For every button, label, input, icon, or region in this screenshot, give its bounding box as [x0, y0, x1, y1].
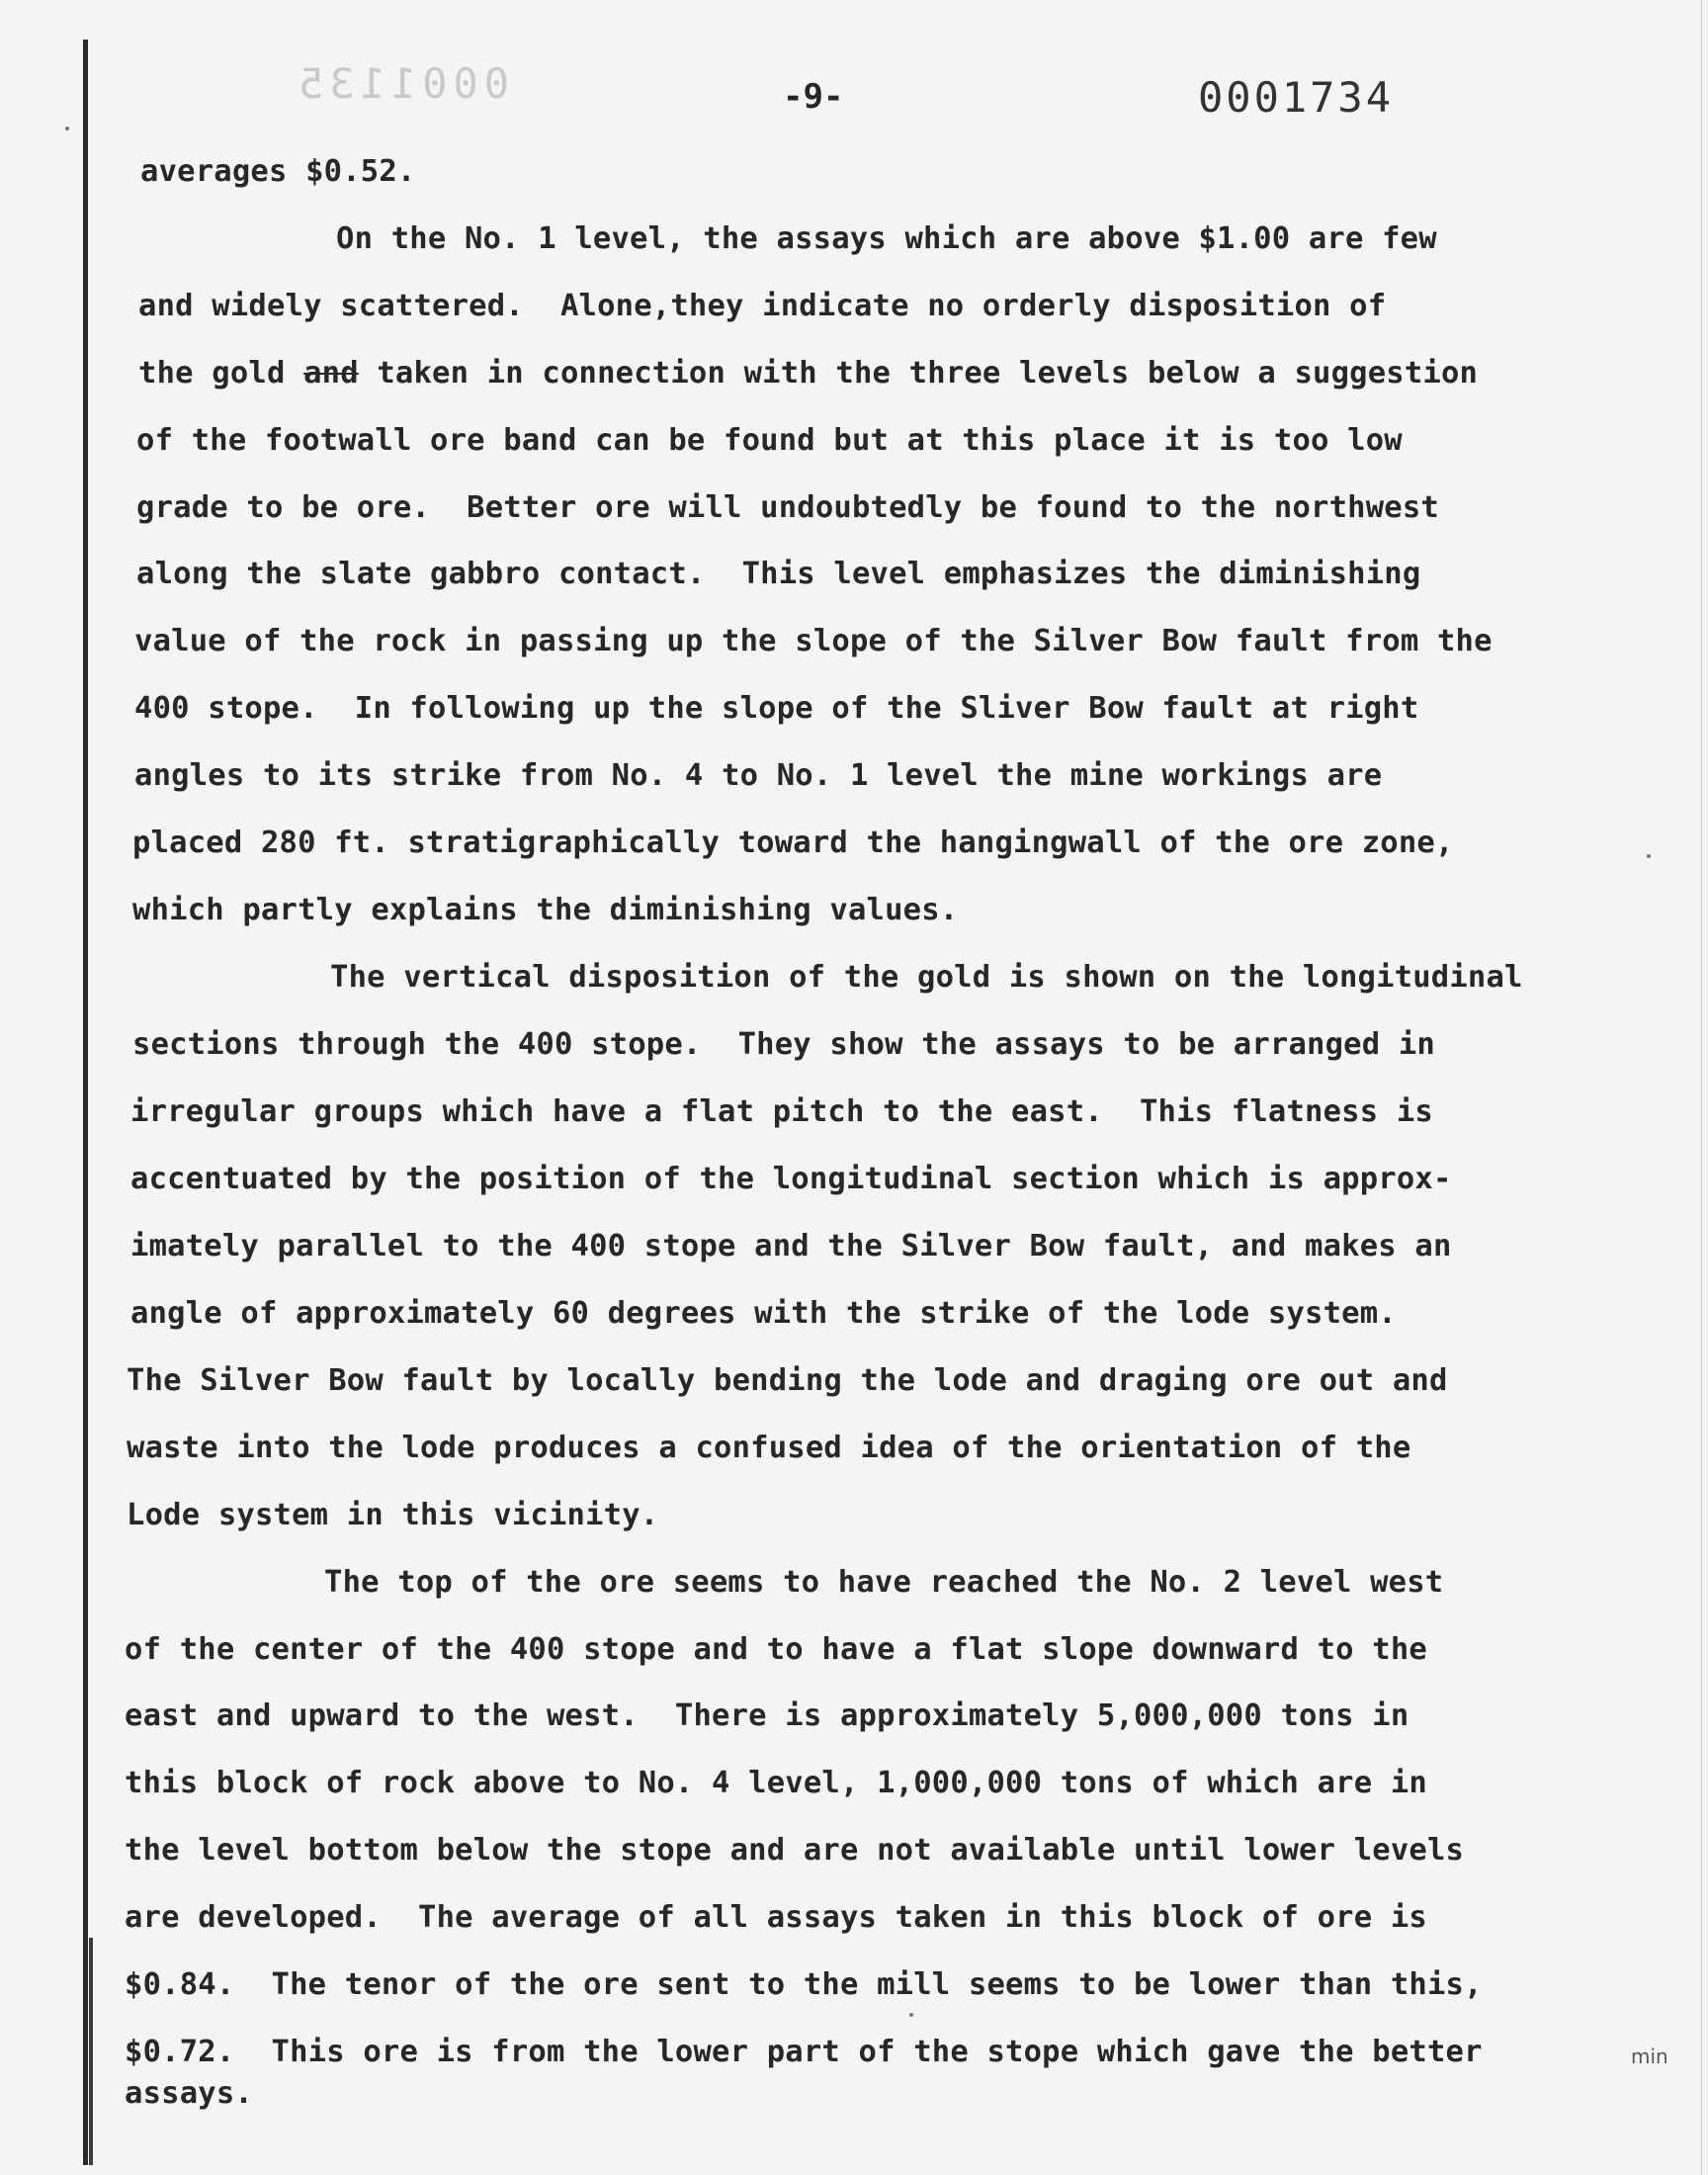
- body-line: along the slate gabbro contact. This level emphasizes the diminishing: [136, 557, 1421, 591]
- body-line: are developed. The average of all assays taken in this block of ore is: [125, 1900, 1427, 1935]
- body-line: The vertical disposition of the gold is shown on the longitudinal: [330, 960, 1523, 995]
- body-line: placed 280 ft. stratigraphically toward the hangingwall of the ore zone,: [132, 826, 1454, 860]
- body-line: The Silver Bow fault by locally bending the lode and draging ore out and: [127, 1363, 1448, 1398]
- page-edge: [1701, 0, 1702, 2175]
- body-line: imately parallel to the 400 stope and the Silver Bow fault, and makes an: [130, 1229, 1452, 1263]
- body-line: averages $0.52.: [140, 154, 416, 189]
- body-text: taken in connection with the three levels below a suggestion: [358, 356, 1479, 391]
- margin-note: min: [1631, 2044, 1668, 2068]
- body-line: assays.: [125, 2076, 253, 2111]
- document-number-stamp: 0001734: [1198, 73, 1395, 122]
- body-line: $0.84. The tenor of the ore sent to the mill seems to be lower than this,: [125, 1967, 1483, 2002]
- body-line: $0.72. This ore is from the lower part of the stope which gave the better: [125, 2035, 1483, 2069]
- body-line: and widely scattered. Alone,they indicate no orderly disposition of: [138, 289, 1387, 323]
- body-line: this block of rock above to No. 4 level, 1,000,000 tons of which are in: [125, 1766, 1427, 1800]
- struck-text: and: [303, 356, 359, 391]
- bleed-through-stamp: 0001135: [293, 59, 510, 108]
- body-line: On the No. 1 level, the assays which are above $1.00 are few: [336, 221, 1437, 256]
- body-text: the gold: [138, 356, 304, 391]
- body-line: which partly explains the diminishing values.: [132, 893, 959, 927]
- body-line: of the center of the 400 stope and to have a flat slope downward to the: [125, 1632, 1427, 1667]
- body-line: value of the rock in passing up the slope of the Silver Bow fault from the: [134, 624, 1493, 658]
- paper-speck: [1647, 854, 1651, 858]
- binding-edge: [83, 40, 88, 2165]
- body-line: 400 stope. In following up the slope of the Sliver Bow fault at right: [134, 691, 1419, 726]
- page-number: -9-: [783, 77, 844, 117]
- binding-edge-lower: [89, 1938, 93, 2165]
- body-line: grade to be ore. Better ore will undoubtedly be found to the northwest: [136, 490, 1439, 525]
- body-line: sections through the 400 stope. They show the assays to be arranged in: [132, 1027, 1435, 1062]
- body-line: angle of approximately 60 degrees with the strike of the lode system.: [130, 1296, 1397, 1331]
- body-line: Lode system in this vicinity.: [127, 1498, 659, 1532]
- body-line: angles to its strike from No. 4 to No. 1 level the mine workings are: [134, 758, 1383, 793]
- paper-speck: [65, 127, 69, 130]
- body-line: east and upward to the west. There is approximately 5,000,000 tons in: [125, 1698, 1409, 1733]
- paper-speck: [909, 2013, 913, 2017]
- body-line: [138, 356, 1478, 391]
- body-line: accentuated by the position of the longitudinal section which is approx-: [130, 1162, 1452, 1196]
- body-line: irregular groups which have a flat pitch to the east. This flatness is: [130, 1094, 1433, 1129]
- body-line: waste into the lode produces a confused idea of the orientation of the: [127, 1431, 1411, 1465]
- body-line: The top of the ore seems to have reached the No. 2 level west: [324, 1565, 1444, 1600]
- body-line: the level bottom below the stope and are not available until lower levels: [125, 1833, 1465, 1868]
- body-line: of the footwall ore band can be found but at this place it is too low: [136, 423, 1403, 458]
